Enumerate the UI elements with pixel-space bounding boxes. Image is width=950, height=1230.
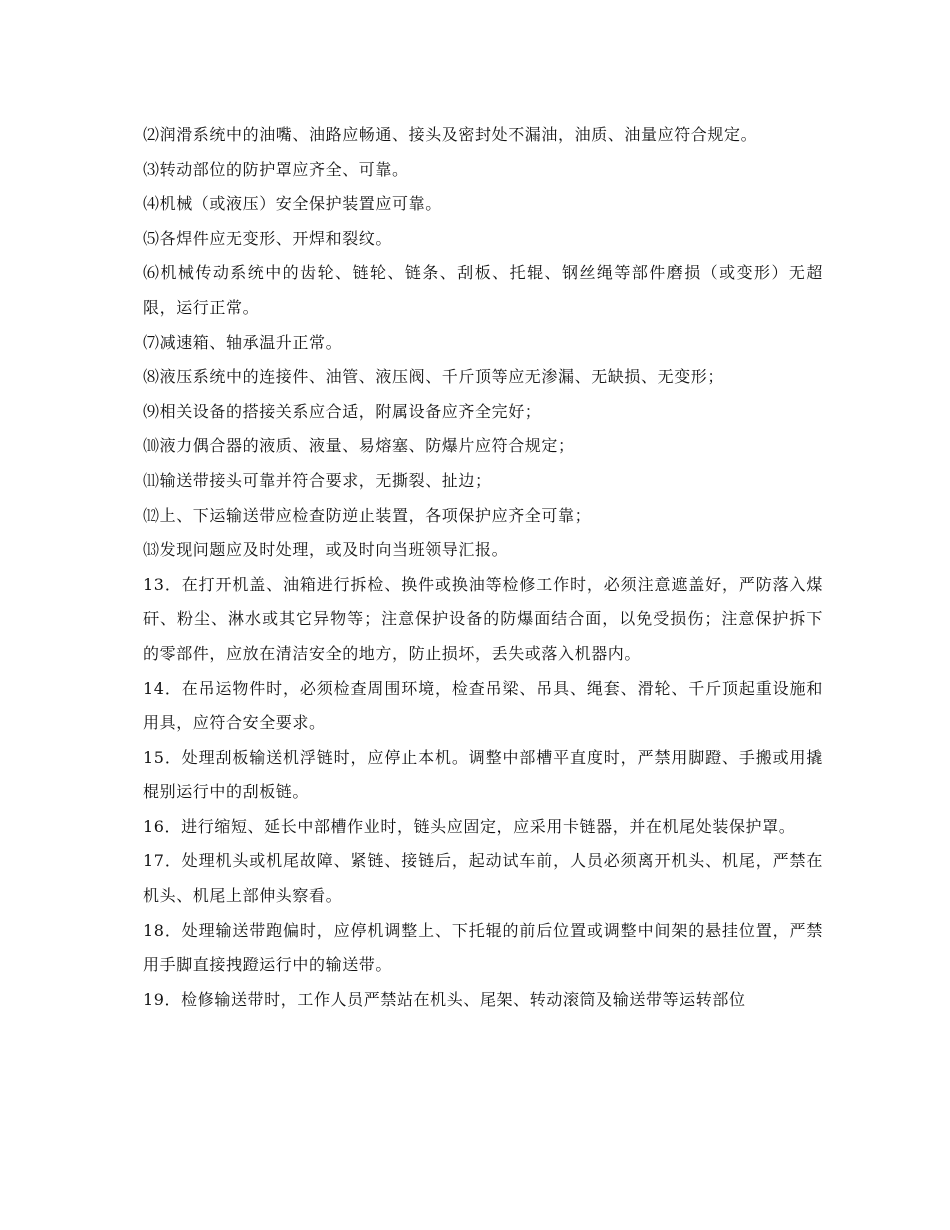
paragraph-anti-reverse: ⑿上、下运输送带应检查防逆止装置，各项保护应齐全可靠； <box>143 505 592 525</box>
paragraph-lubrication: ⑵润滑系统中的油嘴、油路应畅通、接头及密封处不漏油，油质、油量应符合规定。 <box>143 125 758 144</box>
paragraph-item-17: 17．处理机头或机尾故障、紧链、接链后，起动试车前，人员必须离开机头、机尾，严禁在机头、机尾上部伸头察看。 <box>143 851 823 906</box>
paragraph-item-16: 16．进行缩短、延长中部槽作业时，链头应固定，应采用卡链器，并在机尾处装保护罩。 <box>143 816 796 836</box>
paragraph-item-19: 19．检修输送带时，工作人员严禁站在机头、尾架、转动滚筒及输送带等运转部位 <box>143 989 746 1009</box>
paragraph-transmission: ⑹机械传动系统中的齿轮、链轮、链条、刮板、托辊、钢丝绳等部件磨损（或变形）无超限，运行正常。 <box>143 263 823 317</box>
paragraph-coupling: ⑽液力偶合器的液质、液量、易熔塞、防爆片应符合规定； <box>143 436 575 456</box>
paragraph-item-13: 13．在打开机盖、油箱进行拆检、换件或换油等检修工作时，必须注意遮盖好，严防落入煤矸、粉尘、淋水或其它异物等；注意保护设备的防爆面结合面，以免受损伤；注意保护拆下的零部件，应放在清洁安全的地方，防止损坏，丢失或落入机器内。 <box>143 574 823 663</box>
paragraph-gearbox: ⑺减速箱、轴承温升正常。 <box>143 332 343 352</box>
paragraph-belt-joint: ⑾输送带接头可靠并符合要求，无撕裂、扯边； <box>143 470 492 490</box>
paragraph-report: ⒀发现问题应及时处理，或及时向当班领导汇报。 <box>143 540 509 560</box>
paragraph-safety-device: ⑷机械（或液压）安全保护装置应可靠。 <box>143 194 442 214</box>
paragraph-hydraulic: ⑻液压系统中的连接件、油管、液压阀、千斤顶等应无渗漏、无缺损、无变形； <box>143 367 725 387</box>
paragraph-related-equipment: ⑼相关设备的搭接关系应合适，附属设备应齐全完好； <box>143 401 542 421</box>
paragraph-welds: ⑸各焊件应无变形、开焊和裂纹。 <box>143 228 393 248</box>
document-body <box>143 118 823 1017</box>
paragraph-item-15: 15．处理刮板输送机浮链时，应停止本机。调整中部槽平直度时，严禁用脚蹬、手搬或用撬棍别运行中的刮板链。 <box>143 747 823 802</box>
paragraph-item-14: 14．在吊运物件时，必须检查周围环境，检查吊梁、吊具、绳套、滑轮、千斤顶起重设施和用具，应符合安全要求。 <box>143 678 823 733</box>
paragraph-item-18: 18．处理输送带跑偏时，应停机调整上、下托辊的前后位置或调整中间架的悬挂位置，严禁用手脚直接拽蹬运行中的输送带。 <box>143 920 823 975</box>
paragraph-guard: ⑶转动部位的防护罩应齐全、可靠。 <box>143 159 409 179</box>
